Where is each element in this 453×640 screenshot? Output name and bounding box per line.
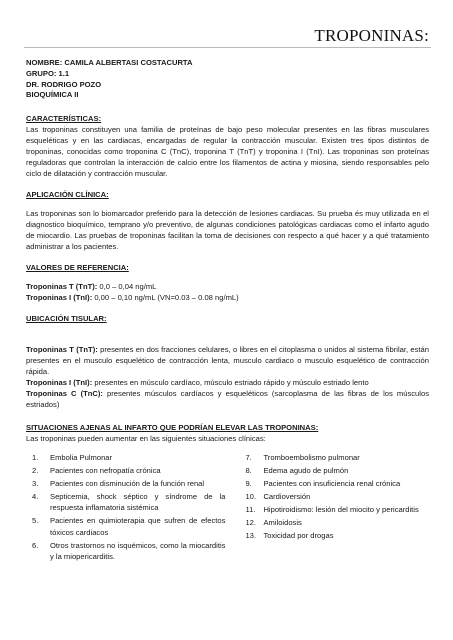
list-item: 3. Pacientes con disminución de la función renal	[32, 479, 205, 489]
document-title: TROPONINAS:	[314, 26, 429, 45]
ubicacion-tnt-text: presentes en dos fracciones celulares, o libres en el citoplasma o unidos al sistema fibrilar, están presentes en el musculo esquelético de contracción lenta, musculo cardiaco o musculo esquelético de contracción rápida.	[26, 345, 429, 377]
ubicacion-tni	[26, 377, 429, 388]
student-group: GRUPO: 1.1	[26, 68, 70, 78]
list-item: 2. Pacientes con nefropatía crónica	[32, 466, 161, 476]
reference-tnt-value: 0,0 – 0,04 ng/mL	[97, 282, 157, 292]
list-item: 10. Cardioversión	[245, 492, 311, 502]
paragraph-aplicacion: Las troponinas son lo biomarcador preferido para la detección de lesiones cardiacas. Su prueba és muy utilizada en el diagnostico bioquímico, temprano y/o preventivo, de algunas condiciones patológicas cardiacas como el infarto agudo de miocardio. Las pruebas de troponinas facilitan la toma de decisiones con respecto a qué hacer y a qué tratamiento administrar a los pacientes.	[26, 209, 429, 252]
reference-tnt-label: Troponinas T (TnT):	[26, 282, 98, 292]
ubicacion-tnc-text: presentes músculos cardíacos y esqueléticos (sarcoplasma de las fibras de los músculos estriados)	[26, 389, 429, 410]
situaciones-intro: Las troponinas pueden aumentar en las siguientes situaciones clínicas:	[26, 434, 266, 444]
reference-tnt	[26, 281, 429, 292]
paragraph-caracteristicas: Las troponinas constituyen una familia de proteínas de bajo peso molecular presentes en las fibras musculares esqueléticas y en las cardiacas, encargadas de regular la contracción muscular. Existen tres tipos distintos de troponinas, conocidas como troponina C (TnC), troponina T (TnT) y troponina I (TnI). Las troponinas son proteínas reguladoras que controlan la interacción de calcio entre los filamentos de actina y miosina, siendo responsables pelo ciclo de dilatación y contracción muscular.	[26, 125, 429, 179]
situaciones-list-left	[32, 452, 225, 564]
reference-tni	[26, 292, 429, 303]
ubicacion-tnc	[26, 388, 429, 410]
title-underline	[24, 47, 431, 48]
ubicacion-tnt-label: Troponinas T (TnT):	[26, 345, 98, 355]
list-item: 8. Edema agudo de pulmón	[245, 466, 349, 476]
reference-tni-value: 0,00 – 0,10 ng/mL (VN=0.03 – 0.08 ng/mL)	[92, 293, 239, 303]
list-item: 1. Embolia Pulmonar	[32, 453, 113, 463]
heading-situaciones: SITUACIONES AJENAS AL INFARTO QUE PODRÍAN ELEVAR LAS TROPONINAS:	[26, 423, 319, 433]
list-item: 6. Otros trastornos no isquémicos, como la miocarditis y la miopericarditis.	[32, 540, 226, 561]
ubicacion-tnt	[26, 344, 429, 377]
heading-valores: VALORES DE REFERENCIA:	[26, 263, 129, 273]
doctor-name: DR. RODRIGO POZO	[26, 79, 102, 89]
ubicacion-tni-text: presentes en músculo cardíaco, músculo estriado rápido y músculo estriado lento	[92, 378, 369, 388]
document-body	[26, 58, 429, 564]
student-name: NOMBRE: CAMILA ALBERTASI COSTACURTA	[26, 58, 193, 67]
list-item: 4. Septicemia, shock séptico y síndrome de la respuesta inflamatoria sistémica	[32, 492, 226, 513]
heading-aplicacion: APLICACIÓN CLÍNICA:	[26, 190, 109, 200]
list-item: 7. Tromboembolismo pulmonar	[245, 453, 360, 463]
student-info	[26, 58, 429, 101]
reference-tni-label: Troponinas I (TnI):	[26, 293, 93, 303]
list-item: 12. Amiloidosis	[245, 518, 302, 528]
situaciones-list-right	[245, 452, 429, 564]
heading-caracteristicas: CARACTERÍSTICAS:	[26, 114, 102, 124]
list-item: 11. Hipotiroidismo: lesión del miocito y pericarditis	[245, 505, 419, 515]
ubicacion-tnc-label: Troponinas C (TnC):	[26, 389, 103, 399]
heading-ubicacion: UBICACIÓN TISULAR:	[26, 314, 107, 324]
list-item: 13. Toxicidad por drogas	[245, 531, 334, 541]
ubicacion-tni-label: Troponinas I (TnI):	[26, 378, 93, 388]
list-item: 5. Pacientes en quimioterapia que sufren de efectos tóxicos cardiacos	[32, 516, 226, 537]
subject-name: BIOQUÍMICA II	[26, 90, 79, 100]
situaciones-lists	[26, 452, 429, 564]
list-item: 9. Pacientes con insuficiencia renal crónica	[245, 479, 401, 489]
